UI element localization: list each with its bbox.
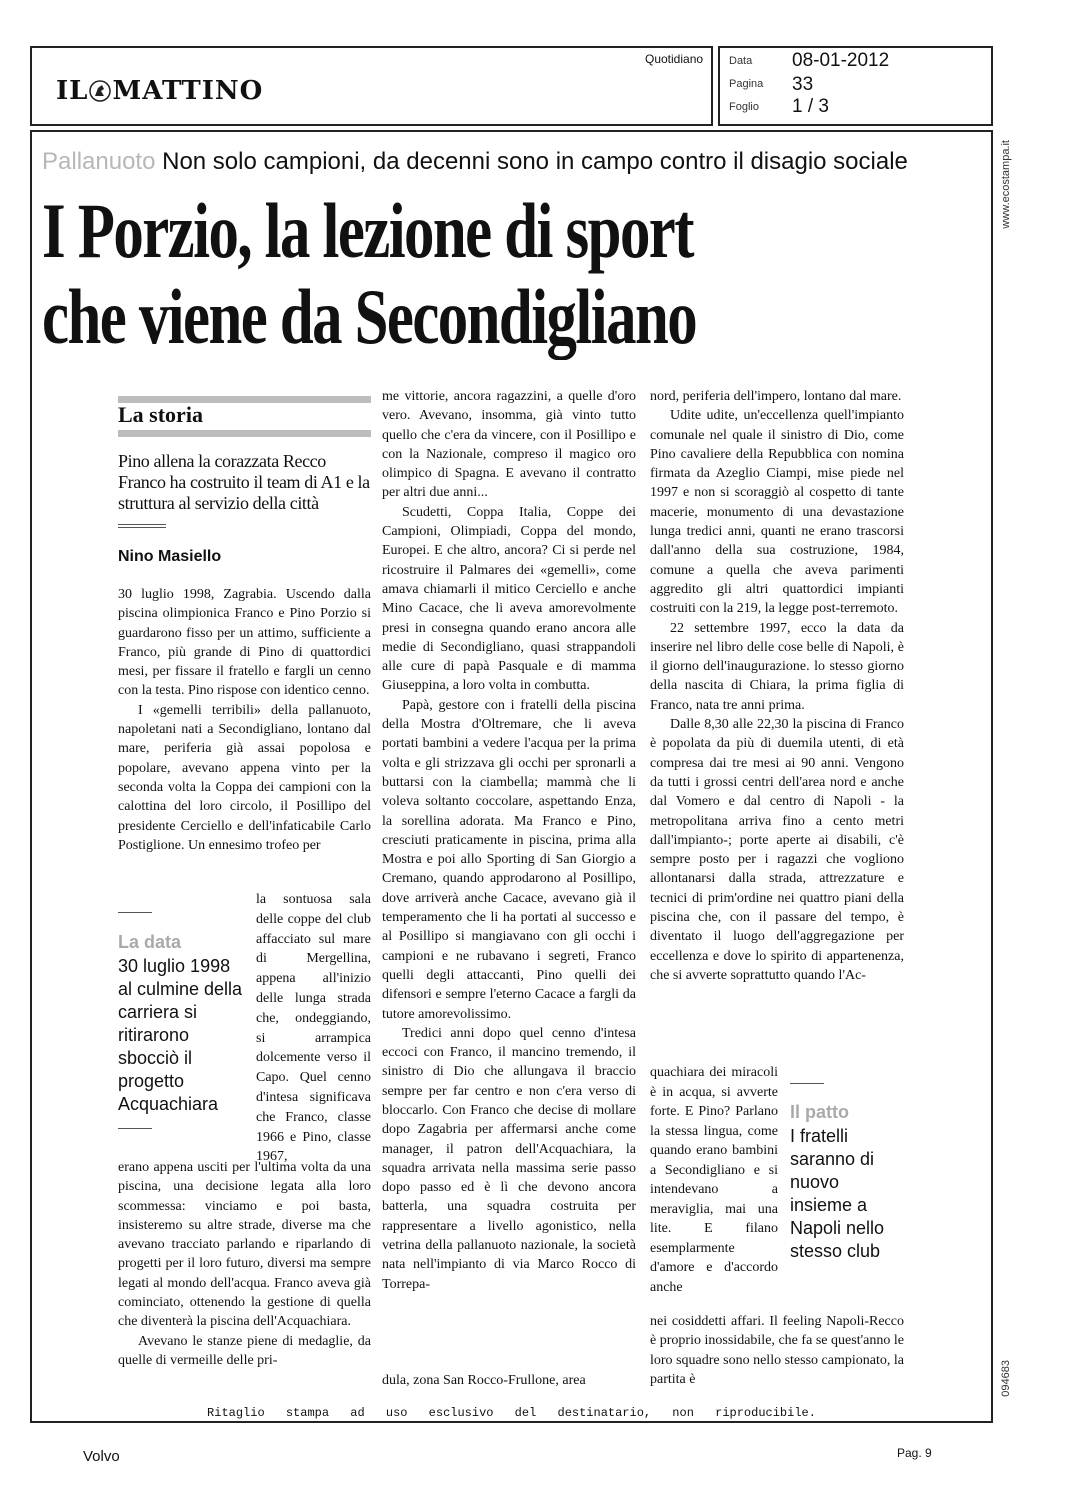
publication-type: Quotidiano (645, 52, 704, 66)
sidebar-date-label: La data (118, 932, 182, 952)
paragraph: Udite udite, un'eccellenza quell'impianto comunale nel quale il sinistro di Dio, come Pino cavaliere della Repubblica con nomina firmata da Azeglio Ciampi, mise piede nel 1997 e non si scoraggiò al cospetto di tante macerie, monumento di una devastazione lunga tredici anni, quanti ne erano trascorsi dall'anno della sua costruzione, 1984, comune a quella che aveva parimenti aggredito gli altri quattordici impianti costruiti con la 219, la legge post-terremoto. (650, 408, 904, 617)
date-label: Data (729, 55, 753, 67)
paragraph: 22 settembre 1997, ecco la data da inserire nel libro delle cose belle di Napoli, è il giorno dell'inaugurazione. lo stesso giorno della nascita di Chiara, la prima figlia di Franco, nata tre anni prima. (650, 620, 904, 713)
paragraph: nord, periferia dell'impero, lontano dal mare. (650, 389, 902, 404)
paragraph: I «gemelli terribili» della pallanuoto, napoletani nati a Secondigliano, lontano dal mare, periferia già assai popolosa e popolare, avevano appena vinto per la seconda volta la Coppa dei campioni con la calottina del loro circolo, il Posillipo del presidente Cerciello e dell'infaticabile Carlo Postiglione. Un ennesimo trofeo per (118, 702, 371, 853)
body-column-3-wrap (650, 1063, 778, 1297)
paragraph: nei cosiddetti affari. Il feeling Napoli-Recco è proprio inossidabile, che fa se quest'anno le loro squadre sono nello stesso campionato, la partita è (650, 1314, 904, 1387)
sheet-label: Foglio (729, 101, 759, 113)
newspaper-logo: IL MATTINO (56, 76, 264, 106)
headline (42, 188, 760, 360)
sheet-value: 1 / 3 (792, 96, 829, 117)
section-title: La storia (118, 402, 203, 427)
sidebar-rule (118, 1128, 152, 1129)
kicker (42, 148, 908, 176)
paragraph: quachiara dei miracoli è in acqua, si avverte forte. E Pino? Parlano la stessa lingua, come quando erano bambini a Secondigliano e si intendevano a meraviglia, mai una lite. E filano esemplarmente d'amore e d'accordo anche (650, 1065, 778, 1295)
standfirst: Pino allena la corazzata Recco Franco ha costruito il team di A1 e la struttura al servizio della città (118, 451, 370, 513)
paragraph: Avevano le stanze piene di medaglie, da quelle di vermeille delle pri- (118, 1333, 371, 1368)
body-column-3-last (650, 1312, 904, 1389)
headline-line-2: che viene da Secondigliano (42, 273, 697, 360)
standfirst-rule (118, 524, 166, 525)
paragraph: Scudetti, Coppa Italia, Coppe dei Campioni, Olimpiadi, Coppa del mondo, Europei. E che altro, ancora? Ci si perde nel ricostruire il Palmares dei «gemelli», come amava chiamarli il mitico Cerciello e anche Mino Cacace, che li aveva amorevolmente presi in consegna quando erano ancora alle medie di Secondigliano, quasi strappandoli alle cure di papà Pasquale e di mamma Giuseppina, a loro volta in combutta. (382, 504, 636, 694)
standfirst-rule-2 (118, 527, 166, 528)
body-column-1-wrap (256, 890, 371, 1167)
paragraph: me vittorie, ancora ragazzini, a quelle d'oro vero. Avevano, insomma, già vinto tutto quello che c'era da vincere, con il Posillipo e con la Nazionale, compreso il magico oro olimpico di Spagna. E avevano il contratto per altri due anni... (382, 389, 636, 501)
sidebar-date-text: 30 luglio 1998 al culmine della carriera si ritirarono sbocciò il progetto Acquachiara (118, 956, 243, 1114)
kicker-text: Non solo campioni, da decenni sono in campo contro il disagio sociale (162, 148, 908, 175)
watermark-url: www.ecostampa.it (1000, 140, 1012, 229)
section-bar-bottom (118, 430, 371, 437)
paragraph: dula, zona San Rocco-Frullone, area (382, 1373, 586, 1388)
body-column-2 (382, 387, 636, 1294)
body-column-1-bottom (118, 1158, 371, 1370)
paragraph: erano appena usciti per l'ultima volta da una piscina, una decisione legata alla loro scommessa: vinciamo e poi basta, insisteremo su altre strade, diverse ma che avevano tracciato parlando e riparlando di progetti per il loro futuro, diversi ma sempre legati al mondo dell'acqua. Franco aveva già cominciato, ottenendo la gestione di quella che diventerà la piscina dell'Acquachiara. (118, 1160, 371, 1330)
headline-line-1: I Porzio, la lezione di sport (42, 187, 693, 274)
horse-emblem-icon (89, 80, 111, 102)
body-column-2-last (382, 1371, 636, 1390)
page-value: 33 (792, 74, 814, 95)
paragraph: 30 luglio 1998, Zagrabia. Uscendo dalla piscina olimpionica Franco e Pino Porzio si guardarono fisso per un attimo, sufficiente a Franco, più grande di Pino di quattordici mesi, per fissare il fratello e fargli un cenno con la testa. Pino rispose con identico cenno. (118, 587, 371, 699)
client-name: Volvo (83, 1448, 120, 1465)
paragraph: Papà, gestore con i fratelli della piscina della Mostra d'Oltremare, che li aveva portati bambini a vedere l'acqua per la prima volta e gli strizzava gli occhi per spronarli a buttarsi con la ciambella; mammà che li voleva soltanto coccolare, aspettando Enza, la sorellina adorata. Ma Franco e Pino, cresciuti praticamente in piscina, prima alla Mostra e poi allo Sporting di San Giorgio a Cremano, quando approdarono al Posillipo, dove arriverà anche Cacace, avevano già il temperamento che li ha portati al successo e al Posillipo si mangiavano con gli occhi i campioni e ne rubavano i segreti, Franco quelli degli attaccanti, Pino quelli dei difensori e sempre l'eterno Cacace a fargli da tutore amorevolissimo. (382, 697, 636, 1022)
reproduction-notice: Ritaglio stampa ad uso esclusivo del destinatario, non riproducibile. (207, 1406, 816, 1420)
date-value: 08-01-2012 (792, 50, 890, 71)
sidebar-pact-text: I fratelli saranno di nuovo insieme a Napoli nello stesso club (790, 1126, 885, 1261)
sidebar-rule (790, 1083, 824, 1084)
paragraph: la sontuosa sala delle coppe del club affacciato sul mare di Mergellina, appena all'inizio delle lunga strada che, ondeggiando, si arrampica dolcemente verso il Capo. Quel cenno d'intesa significava che Franco, classe 1966 e Pino, classe 1967, (256, 892, 371, 1165)
page-number: Pag. 9 (897, 1446, 932, 1460)
byline: Nino Masiello (118, 548, 222, 565)
kicker-tag: Pallanuoto (42, 148, 156, 175)
sidebar-pact-label: Il patto (790, 1102, 849, 1122)
body-column-3 (650, 387, 904, 985)
document-number: 094683 (1000, 1360, 1012, 1397)
body-column-1-top (118, 585, 371, 855)
paragraph: Dalle 8,30 alle 22,30 la piscina di Franco è popolata da più di duemila utenti, di età compresa dai tre mesi ai 90 anni. Vengono da tutti i grossi centri dell'area nord e anche dal Vomero e dal centro di Napoli - la metropolitana arriva fino a cento metri dall'impianto-; porte aperte ai disabili, c'è sempre posto per i ragazzi che vogliono allontanarsi dalla strada, attrezzature e tecnici di prim'ordine nei quattro piani della piscina che, con il passare del tempo, è diventato il luogo dell'aggregazione per eccellenza e dove lo spirito di appartenenza, che si avverte soprattutto quando l'Ac- (650, 717, 904, 983)
paragraph: Tredici anni dopo quel cenno d'intesa eccoci con Franco, il mancino tremendo, il sinistro di Dio che allungava il braccio sempre per far centro e non c'era verso di bloccarlo. Con Franco che decise di mollare dopo Zagabria per affermarsi anche come manager, il patron dell'Acquachiara, la squadra arrivata nella massima serie passo dopo passo ed è lì che devono ancora batterla, una squadra costruita per rappresentare a livello agonistico, nella vetrina della pallanuoto nazionale, la società nata nell'impianto di via Marco Rocco di Torrepa- (382, 1025, 636, 1292)
sidebar-rule (118, 912, 152, 913)
page-label: Pagina (729, 78, 764, 90)
